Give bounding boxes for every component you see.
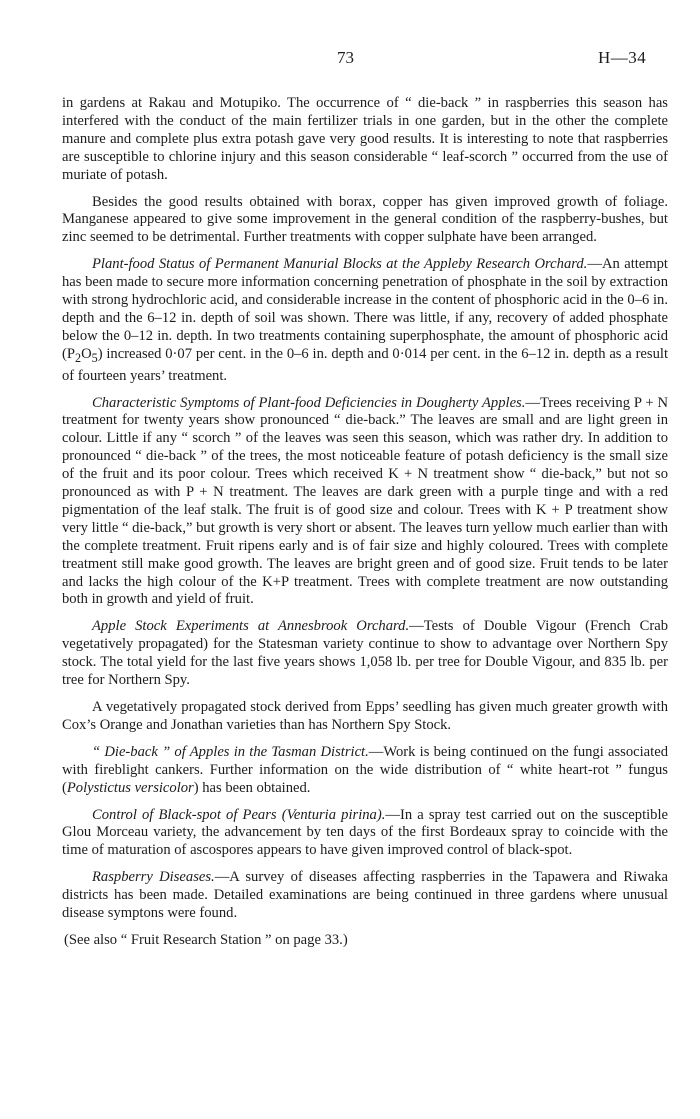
paragraph-raspberry-fertilizer-trials: in gardens at Rakau and Motupiko. The occurrence of “ die-back ” in raspberries this season has interfered with the conduct of the main fertilizer trials in one garden, but in the other the complete manure and complete plus extra potash gave very good results. It is interesting to note that raspberries are susceptible to chlorine injury and this season considerable “ leaf-scorch ” occurred from the use of muriate of potash.	[62, 95, 668, 183]
paragraph-text: ) has been obtained.	[193, 779, 311, 796]
paragraph-text: —In a spray test carried out on the susceptible Glou Morceau variety, the advancement by ten days of the first Bordeaux spray to coincide with the time of maturation of ascospores appears to have given improved control of black-spot.	[62, 806, 669, 859]
document-code: H—34	[598, 48, 647, 67]
subscript: 5	[91, 350, 98, 365]
paragraph-text: —Tests of Double Vigour (French Crab vegetatively propagated) for the Statesman variety continue to show to advantage over Northern Spy stock. The total yield for the last five years shows 1,058 lb. per tree for Double Vigour, and 835 lb. per tree for Northern Spy.	[62, 618, 668, 689]
paragraph-black-spot-pears	[62, 807, 668, 861]
page-body	[62, 95, 668, 959]
page-header	[0, 48, 700, 72]
section-heading-raspberry-diseases: Raspberry Diseases.	[92, 869, 215, 886]
cross-reference-note: (See also “ Fruit Research Station ” on page 33.)	[64, 931, 348, 948]
paragraph-text: —A survey of diseases affecting raspberries in the Tapawera and Riwaka districts has been made. Detailed examinations are being continued in three gardens where unusual disease symptons were found.	[62, 869, 669, 922]
section-heading-plant-food-status: Plant-food Status of Permanent Manurial Blocks at the Appleby Research Orchard.	[92, 256, 588, 273]
page-number: 73	[337, 48, 354, 67]
formula-text: O	[81, 345, 92, 362]
paragraph-text: —An attempt has been made to secure more information concerning penetration of phosphate in the soil by extraction with strong hydrochloric acid, and considerable increase in the content of phosphoric acid in the 0–6 in. depth and the 6–12 in. depth of soil was shown. There was little, if any, recovery of added phosphate below the 0–12 in. depth. In two treatments containing superphosphate, the amount of phosphoric acid (P	[62, 256, 668, 362]
paragraph-die-back-tasman	[62, 744, 668, 798]
paragraph-text: —Work is being continued on the fungi associated with fireblight cankers. Further information on the wide distribution of “ white heart-rot ” fungus (	[62, 743, 668, 796]
paragraph-apple-stock-experiments	[62, 618, 668, 690]
paragraph-raspberry-diseases	[62, 869, 668, 923]
paragraph-borax-copper-results: Besides the good results obtained with borax, copper has given improved growth of foliage. Manganese appeared to give some improvement in the general condition of the raspberry-bushes, but zinc seemed to be detrimental. Further treatments with copper sulphate have been arranged.	[62, 193, 668, 246]
paragraph-deficiency-symptoms	[62, 395, 668, 610]
paragraph-text: ) increased 0·07 per cent. in the 0–6 in. depth and 0·014 per cent. in the 6–12 in. depth as a result of fourteen years’ treatment.	[62, 345, 668, 384]
paragraph-epps-seedling-stock: A vegetatively propagated stock derived from Epps’ seedling has given much greater growth with Cox’s Orange and Jonathan varieties than has Northern Spy Stock.	[62, 699, 668, 733]
section-heading-black-spot: Control of Black-spot of Pears (Venturia pirina).	[92, 806, 386, 823]
subscript: 2	[74, 350, 82, 365]
section-heading-apple-stock: Apple Stock Experiments at Annesbrook Orchard.	[92, 618, 410, 635]
paragraph-plant-food-status	[62, 256, 668, 385]
section-heading-die-back: “ Die-back ” of Apples in the Tasman District.	[92, 743, 369, 760]
paragraph-text: —Trees receiving P + N treatment for twenty years show pronounced “ die-back.” The leaves are small and are light green in colour. Little if any “ scorch ” of the leaves was seen this season, which was rather dry. In addition to pronounced “ die-back ” of the trees, the most noticeable feature of potash deficiency is the small size of the fruit and its poor colour. Trees which received K + N treatment show “ die-back,” but not so pronounced as with P + N treatment. The leaves are dark green with a purple tinge and with a red pigmentation of the leaf stalk. The fruit is of good size and colour. Trees with K + P treatment show very little “ die-back,” but growth is very short or absent. The leaves turn yellow much earlier than with the complete treatment. Fruit ripens early and is of fair size and highly coloured. Trees with complete treatment still make good growth. The leaves are bright green and of good size. Fruit tends to be later and lacks the high colour of the K+P treatment. Trees with complete treatment are now outstanding both in growth and yield of fruit.	[62, 394, 668, 608]
species-name: Polystictus versicolor	[66, 779, 194, 796]
section-heading-deficiency-symptoms: Characteristic Symptoms of Plant-food Deficiencies in Dougherty Apples.	[92, 394, 526, 411]
